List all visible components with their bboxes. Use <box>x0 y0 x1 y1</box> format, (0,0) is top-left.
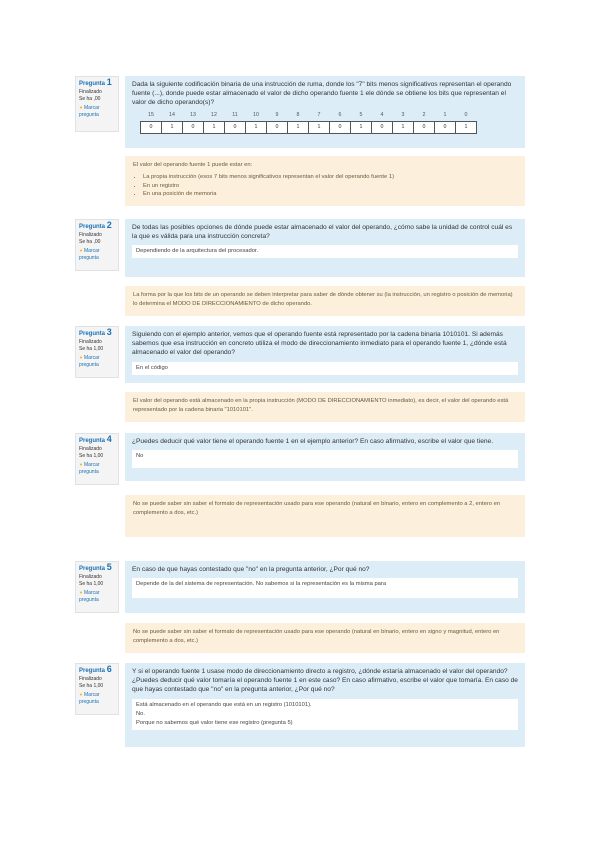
question-6-text-box <box>125 663 525 747</box>
question-5-answer-field[interactable]: Depende de la del sistema de representación. No sabemos si la representación es la misma para <box>132 578 518 598</box>
bit-value: 1 <box>246 121 267 133</box>
question-2-info <box>75 219 119 271</box>
question-1-text: Dada la siguiente codificación binaria de una instrucción de ruma, donde los "7" bits menos significativos representan el operando fuente (...), donde puede estar almacenado el valor de dicho operando fuente 1 ele dónde se obtiene los bits que representan el valor de dicho operando(s)? <box>132 81 512 107</box>
question-5-text: En caso de que hayas contestado que "no" en la pregunta anterior, ¿Por qué no? <box>132 566 370 573</box>
answer-line: Porque no sabemos qué valor tiene ese registro (pregunta 5) <box>136 719 293 726</box>
question-5-feedback: No se puede saber sin saber el formato de representación usado para ese operando (natural en binario, entero en signo y magnitud, entero en complemento a dos, etc.) <box>125 623 525 653</box>
question-1-status: Finalizado <box>79 88 102 95</box>
bit-value: 0 <box>372 121 393 133</box>
bit-index: 6 <box>338 111 342 118</box>
question-3-text: Siguiendo con el ejemplo anterior, vemos que el operando fuente está representado por la cadena binaria 1010101. Si además sabemos que esa instrucción en concreto utiliza el modo de direccionamiento inmediato para el operando fuente 1, ¿dónde está almacenado el valor del operando? <box>132 331 507 357</box>
question-2-score: Se ha ,00 <box>79 239 101 245</box>
bit-value: 0 <box>435 121 456 133</box>
feedback-list <box>143 173 517 199</box>
question-1-info <box>75 76 119 132</box>
question-4-score: Se ha 1,00 <box>79 453 104 459</box>
bit-value: 0 <box>141 121 162 133</box>
question-2-answer-field[interactable]: Dependiendo de la arquitectura del procesador. <box>132 245 518 258</box>
bit-value: 0 <box>267 121 288 133</box>
question-4-feedback: No se puede saber sin saber el formato de representación usado para ese operando (natural en binario, entero en complemento a 2, entero en complemento a dos, etc.) <box>125 495 525 537</box>
question-4-text: ¿Puedes deducir qué valor tiene el operando fuente 1 en el ejemplo anterior? En caso afirmativo, escribe el valor que tiene. <box>132 438 494 445</box>
question-6-info <box>75 663 119 715</box>
bit-value: 1 <box>162 121 183 133</box>
question-2-number: Pregunta 2 <box>79 220 112 230</box>
question-3-flag-button[interactable]: ▼ Marcar pregunta <box>79 354 115 370</box>
bit-index: 14 <box>169 111 175 118</box>
question-2-text: De todas las posibles opciones de dónde puede estar almacenado el valor del operando, ¿cómo sabe la unidad de control cuál es la que es válida para una instrucción concreta? <box>132 224 513 241</box>
bit-value: 0 <box>330 121 351 133</box>
question-4-text-box <box>125 433 525 481</box>
bit-index: 9 <box>275 111 279 118</box>
bit-index: 8 <box>296 111 300 118</box>
bit-index: 7 <box>317 111 321 118</box>
feedback-intro: El valor del operando fuente 1 puede estar en: <box>133 162 253 168</box>
question-1-number: Pregunta 1 <box>79 77 112 87</box>
bit-index: 3 <box>401 111 405 118</box>
bit-index: 15 <box>148 111 154 118</box>
question-4-info <box>75 433 119 485</box>
question-6-status: Finalizado <box>79 675 102 682</box>
bit-index: 1 <box>443 111 447 118</box>
bit-index: 2 <box>422 111 426 118</box>
feedback-item: • La propia instrucción (esos 7 bits menos significativos representan el valor del operando fuente 1) <box>143 173 517 182</box>
question-6-answer-field[interactable] <box>132 699 518 730</box>
bit-index: 0 <box>464 111 468 118</box>
feedback-item: • En una posición de memoria <box>143 190 517 199</box>
instruction-bits-table <box>140 110 477 134</box>
question-2-feedback: La forma por la que los bits de un operando se deben interpretar para saber de dónde obtener su (la instrucción, un registro o posición de memoria) lo determina el MODO DE DIRECCIONAMIENTO de dicho operando. <box>125 286 525 316</box>
question-3-number: Pregunta 3 <box>79 327 112 337</box>
question-3-score: Se ha 1,00 <box>79 346 104 352</box>
answer-line: No. <box>136 710 146 717</box>
question-6-number: Pregunta 6 <box>79 664 112 674</box>
question-6-score: Se ha 1,00 <box>79 683 104 689</box>
question-5-flag-button[interactable]: ▼ Marcar pregunta <box>79 589 115 605</box>
question-1-feedback <box>125 156 525 206</box>
question-5-score: Se ha 1,00 <box>79 581 104 587</box>
question-5-text-box <box>125 561 525 613</box>
question-2-flag-button[interactable]: ▼ Marcar pregunta <box>79 247 115 263</box>
question-3-answer-field[interactable]: En el código <box>132 362 518 375</box>
question-6-flag-button[interactable]: ▼ Marcar pregunta <box>79 691 115 707</box>
question-1-score: Se ha ,00 <box>79 96 101 102</box>
answer-line: Está almacenado en el operando que está en un registro (1010101). <box>136 701 312 708</box>
question-4-answer-field[interactable]: No <box>132 450 518 468</box>
question-5-number: Pregunta 5 <box>79 562 112 572</box>
bit-index: 12 <box>211 111 217 118</box>
bit-value: 0 <box>183 121 204 133</box>
question-1-flag-button[interactable]: ▼ Marcar pregunta <box>79 104 115 120</box>
question-4-flag-button[interactable]: ▼ Marcar pregunta <box>79 461 115 477</box>
bit-index: 5 <box>359 111 363 118</box>
question-4-status: Finalizado <box>79 445 102 452</box>
question-4-number: Pregunta 4 <box>79 434 112 444</box>
question-2-text-box <box>125 219 525 277</box>
question-5-status: Finalizado <box>79 573 102 580</box>
bit-value: 1 <box>393 121 414 133</box>
bit-index: 11 <box>232 111 238 118</box>
question-3-info <box>75 326 119 378</box>
bit-value: 0 <box>414 121 435 133</box>
bit-value: 1 <box>309 121 330 133</box>
question-2-status: Finalizado <box>79 231 102 238</box>
bit-index: 13 <box>190 111 196 118</box>
question-3-text-box <box>125 326 525 383</box>
bit-value: 1 <box>204 121 225 133</box>
bit-value: 1 <box>288 121 309 133</box>
question-3-feedback: El valor del operando está almacenado en la propia instrucción (MODO DE DIRECCIONAMIENTO inmediato), es decir, el valor del operando está representado por la cadena binaria "1010101". <box>125 392 525 422</box>
bit-index: 4 <box>380 111 384 118</box>
question-5-info <box>75 561 119 613</box>
bit-value: 1 <box>456 121 477 133</box>
bit-value: 0 <box>225 121 246 133</box>
question-6-text: Y si el operando fuente 1 usase modo de direccionamiento directo a registro, ¿dónde estaría almacenado el valor del operando? ¿Puedes deducir qué valor tomaría el operando fuente 1 en este caso? En caso afirmativo, escribe el valor que tomaría. En caso de que hayas contestado que "no" en la pregunta anterior, ¿Por qué no? <box>132 668 518 694</box>
bit-value: 1 <box>351 121 372 133</box>
feedback-item: • En un registro <box>143 182 517 191</box>
question-3-status: Finalizado <box>79 338 102 345</box>
question-1-text-box <box>125 76 525 148</box>
bit-index: 10 <box>253 111 259 118</box>
